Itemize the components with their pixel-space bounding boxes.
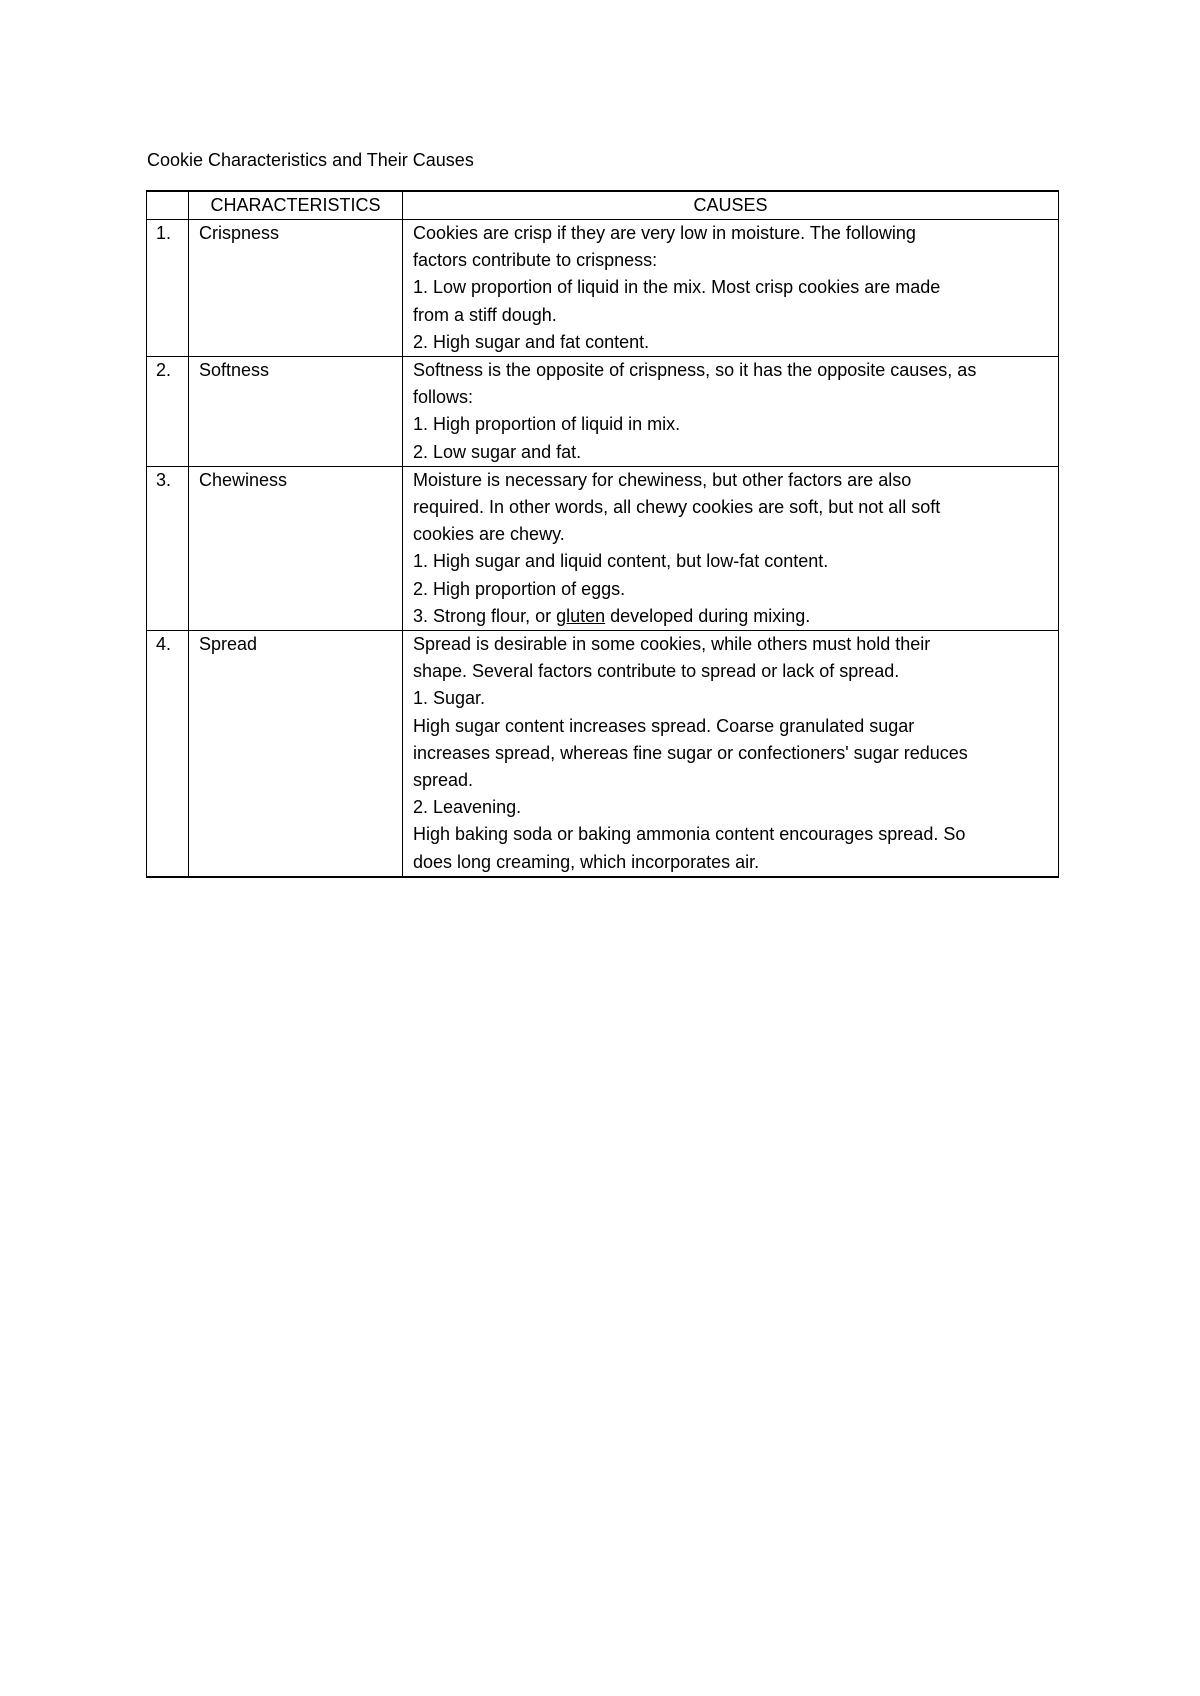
row-number: 4. [147, 631, 189, 877]
row-characteristic: Chewiness [189, 466, 403, 630]
characteristics-causes-table [146, 190, 1059, 878]
cause-line: 1. High sugar and liquid content, but low-fat content. [413, 551, 829, 572]
cause-text: developed during mixing. [605, 605, 811, 626]
cause-line: High sugar content increases spread. Coarse granulated sugar [413, 715, 915, 736]
row-causes [403, 631, 1059, 877]
table-header-row [147, 191, 1059, 220]
cause-line: does long creaming, which incorporates air. [413, 851, 760, 872]
cause-line: factors contribute to crispness: [413, 250, 658, 271]
table-row [147, 466, 1059, 630]
row-characteristic: Crispness [189, 220, 403, 357]
cause-line: 2. Low sugar and fat. [413, 441, 582, 462]
row-number: 1. [147, 220, 189, 357]
row-causes [403, 466, 1059, 630]
header-causes: CAUSES [403, 191, 1059, 220]
row-number: 2. [147, 357, 189, 467]
cause-line: increases spread, whereas fine sugar or confectioners' sugar reduces [413, 742, 968, 763]
cause-line: spread. [413, 770, 474, 791]
gluten-link: gluten [556, 605, 606, 626]
cause-line: required. In other words, all chewy cookies are soft, but not all soft [413, 497, 941, 518]
row-causes [403, 220, 1059, 357]
row-characteristic: Softness [189, 357, 403, 467]
cause-line: follows: [413, 387, 474, 408]
cause-line: 1. Sugar. [413, 688, 486, 709]
cause-line: Moisture is necessary for chewiness, but other factors are also [413, 469, 912, 490]
row-characteristic: Spread [189, 631, 403, 877]
table-row [147, 220, 1059, 357]
cause-line: 1. Low proportion of liquid in the mix. Most crisp cookies are made [413, 277, 941, 298]
cause-line: cookies are chewy. [413, 524, 565, 545]
header-characteristics: CHARACTERISTICS [189, 191, 403, 220]
cause-line: Spread is desirable in some cookies, while others must hold their [413, 634, 931, 655]
row-number: 3. [147, 466, 189, 630]
cause-line: 2. Leavening. [413, 797, 522, 818]
cause-line: from a stiff dough. [413, 304, 557, 325]
table-row [147, 631, 1059, 877]
document-title: Cookie Characteristics and Their Causes [147, 150, 474, 170]
row-causes [403, 357, 1059, 467]
cause-line: 2. High sugar and fat content. [413, 331, 650, 352]
cause-text: 3. Strong flour, or [413, 605, 557, 626]
header-number [147, 191, 189, 220]
cause-line: Cookies are crisp if they are very low in moisture. The following [413, 223, 916, 243]
cause-line: High baking soda or baking ammonia content encourages spread. So [413, 824, 966, 845]
cause-line: Softness is the opposite of crispness, so it has the opposite causes, as [413, 360, 977, 381]
cause-line: shape. Several factors contribute to spread or lack of spread. [413, 661, 900, 682]
cause-line [413, 603, 1048, 630]
cause-line: 2. High proportion of eggs. [413, 578, 626, 599]
table-row [147, 357, 1059, 467]
cause-line: 1. High proportion of liquid in mix. [413, 414, 681, 435]
